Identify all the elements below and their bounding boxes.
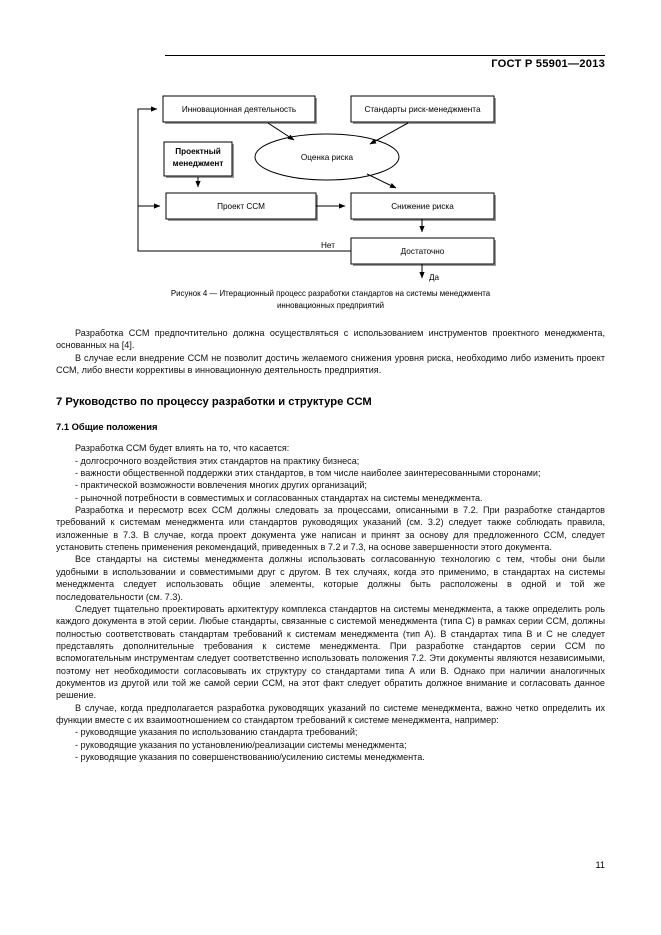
- list-item: - долгосрочного воздействия этих стандартов на практику бизнеса;: [75, 455, 360, 466]
- list-item: - важности общественной поддержки этих стандартов, в том числе наиболее заинтересованными сторонами;: [75, 468, 541, 479]
- section-heading: 7 Руководство по процессу разработки и структуре ССМ: [56, 396, 372, 409]
- lead-in-text: Разработка ССМ будет влиять на то, что касается:: [75, 443, 290, 454]
- node-label-innovation: Инновационная деятельность: [181, 105, 297, 114]
- list-item: - руководящие указания по установлению/реализации системы менеджмента;: [75, 739, 407, 750]
- node-label-risk-standards: Стандарты риск-менеджмента: [364, 105, 481, 114]
- figure-caption-line2: инновационных предприятий: [276, 300, 385, 310]
- header-rule: [165, 55, 605, 56]
- node-label-risk-reduction: Снижение риска: [391, 202, 454, 211]
- node-label-project-management-1: Проектный: [175, 147, 221, 156]
- standard-header: ГОСТ Р 55901—2013: [491, 58, 605, 70]
- node-label-msd-project: Проект ССМ: [217, 202, 265, 211]
- edge-label-yes: Да: [429, 273, 440, 282]
- body-content: [56, 327, 605, 763]
- figure-4-diagram: [0, 82, 661, 282]
- spacer: [56, 433, 605, 442]
- node-label-risk-assessment: Оценка риска: [300, 153, 354, 162]
- figure-caption-line1: Рисунок 4 — Итерационный процесс разработки стандартов на системы менеджмента: [170, 289, 491, 298]
- paragraph: Разработка и пересмотр всех ССМ должны следовать за процессами, описанными в 7.2. При разработке стандартов требований к системам менеджмента или стандартов руководящих указаний (см. 3.2) следует также соблюдать правила, изложенные в 7.3. В случае, когда проект документа уже написан и принят за основу для предложенного ССМ, следует установить степень применения рекомендаций, приведенных в 7.2 и 7.3, на основе завершенности этого документа.: [56, 505, 605, 553]
- paragraph: В случае, когда предполагается разработка руководящих указаний по системе менеджмента, важно четко определить их функции вместе с их взаимоотношением со стандартом требований к системе менеджмента, например:: [56, 702, 605, 725]
- list-item: - руководящие указания по использованию стандарта требований;: [75, 727, 358, 738]
- spacer: [56, 409, 605, 420]
- paragraph: В случае если внедрение ССМ не позволит достичь желаемого снижения уровня риска, необходимо либо изменить проект ССМ, либо внести коррективы в инновационную деятельность предприятия.: [56, 352, 605, 376]
- page-number: 11: [595, 860, 605, 870]
- figure-caption: [56, 288, 605, 311]
- node-label-project-management-2: менеджмент: [172, 159, 224, 168]
- list-item: - практической возможности вовлечения многих других организаций;: [75, 480, 367, 491]
- paragraph: Следует тщательно проектировать архитектуру комплекса стандартов на системы менеджмента, а также определить роль каждого документа в этой серии. Любые стандарты, связанные с системой менеджмента (типа С) в рамках серии ССМ, должны полностью соответствовать стандартам требований к системам менеджмента (тип А). В стандартах типа В и С не следует представлять дополнительные требования к системе менеджмента. При разработке стандартов серии ССМ по вспомогательным инструментам следует соответственно использовать положения 7.2. Эти документы являются независимыми, поэтому нет необходимости согласовывать их структуру со стандартами типа А или В. Однако при наличии аналогичных документов из другой или той же самой серии ССМ, на этот факт следует обратить должное внимание и согласовать данное решение.: [56, 603, 605, 701]
- subsection-heading: 7.1 Общие положения: [56, 421, 158, 433]
- paragraph: Все стандарты на системы менеджмента должны использовать согласованную технологию с тем, чтобы они были удобными в использовании и совместимыми друг с другом. В тех случаях, когда это применимо, в стандартах на системы менеджмента следует использовать общие элементы, которые должны быть расположены в одной и той же последовательности (см. 7.3).: [56, 554, 605, 602]
- paragraph: Разработка ССМ предпочтительно должна осуществляться с использованием инструментов проектного менеджмента, основанных на [4].: [56, 328, 605, 351]
- list-item: - рыночной потребности в совместимых и согласованных стандартах на системы менеджмента.: [75, 492, 483, 503]
- spacer: [56, 376, 605, 395]
- node-label-sufficient: Достаточно: [400, 247, 445, 256]
- edge-label-no: Нет: [321, 241, 335, 250]
- list-item: - руководящие указания по совершенствованию/усилению системы менеджмента.: [75, 751, 425, 762]
